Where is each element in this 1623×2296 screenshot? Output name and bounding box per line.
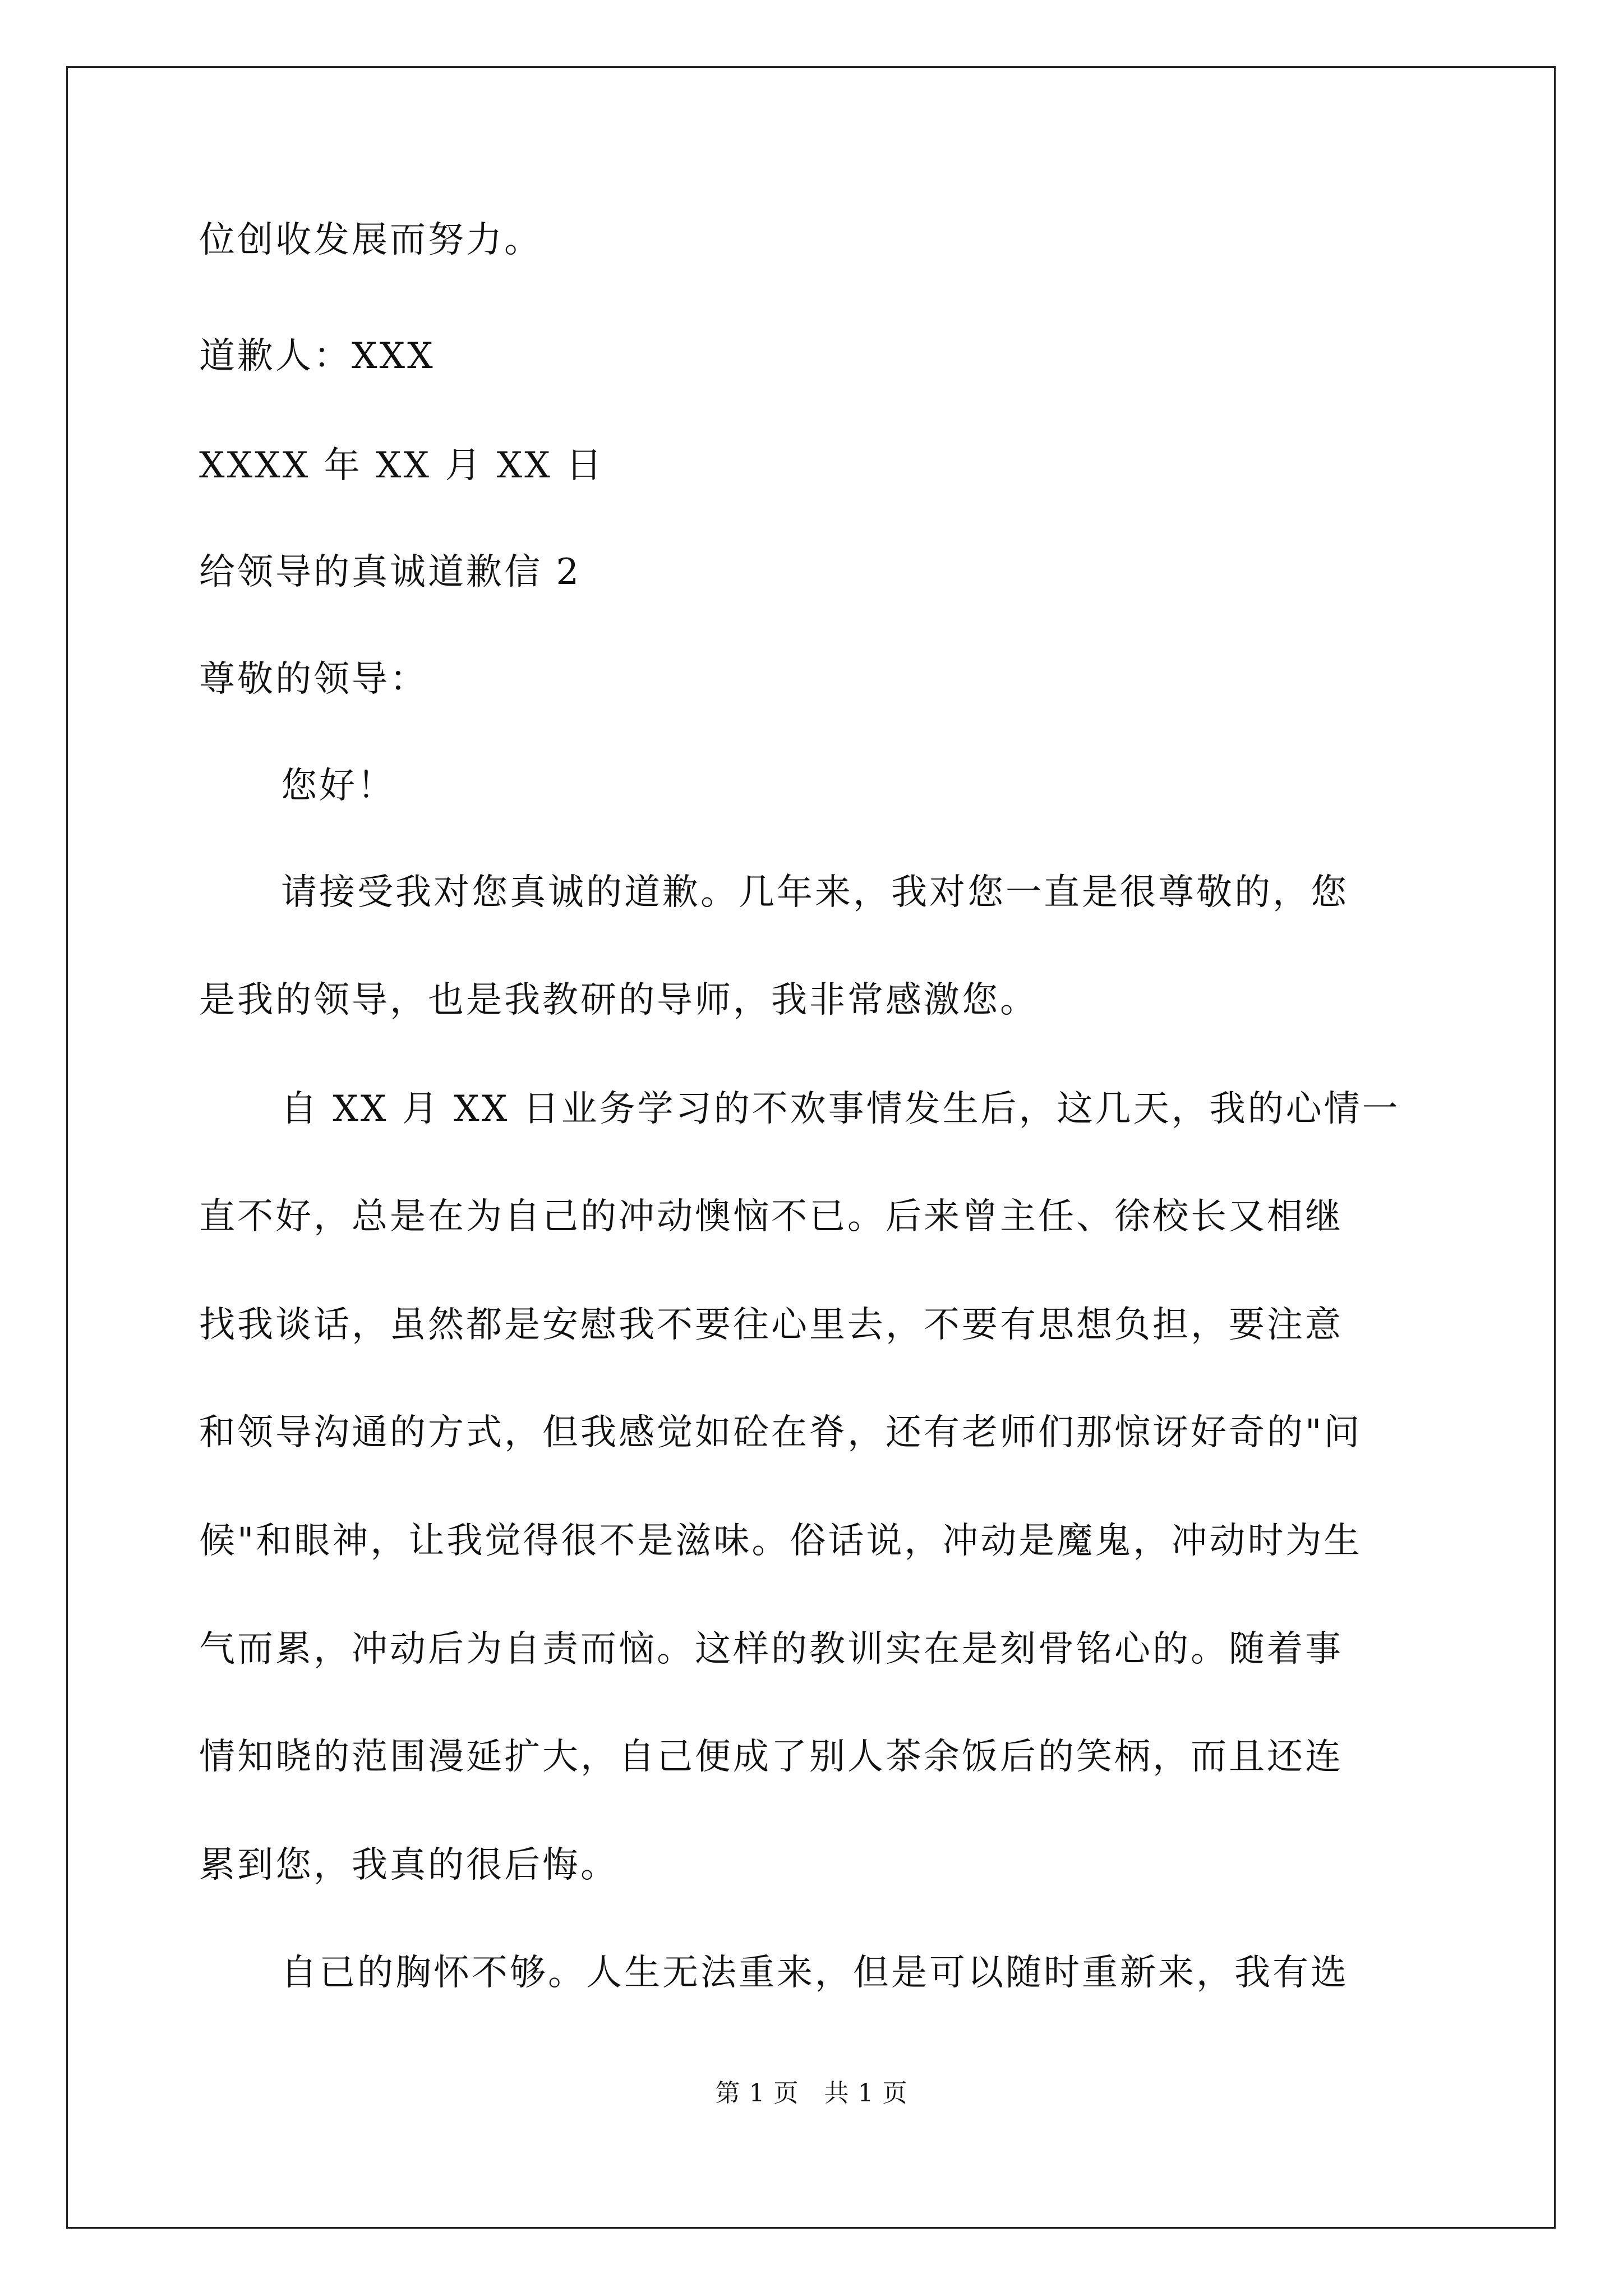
date-line: XXXX 年 XX 月 XX 日 [199, 445, 605, 486]
signature-line: 道歉人：XXX [199, 335, 435, 377]
text-line: 位创收发展而努力。 [199, 219, 542, 261]
text-line: 找我谈话，虽然都是安慰我不要往心里去，不要有思想负担，要注意 [199, 1304, 1343, 1346]
text-line: 自已的胸怀不够。人生无法重来，但是可以随时重新来，我有选 [281, 1952, 1349, 1994]
text-line: 请接受我对您真诚的道歉。几年来，我对您一直是很尊敬的，您 [281, 872, 1349, 913]
text-line: 是我的领导，也是我教研的导师，我非常感激您。 [199, 979, 1038, 1021]
text-line: 和领导沟通的方式，但我感觉如砼在脊，还有老师们那惊讶好奇的"问 [199, 1412, 1362, 1453]
greeting: 您好！ [281, 765, 395, 807]
salutation: 尊敬的领导： [199, 659, 428, 700]
text-line: 候"和眼神，让我觉得很不是滋味。俗话说，冲动是魔鬼，冲动时为生 [199, 1520, 1362, 1562]
text-line: 累到您，我真的很后悔。 [199, 1844, 619, 1886]
text-line: 气而累，冲动后为自责而恼。这样的教训实在是刻骨铭心的。随着事 [199, 1628, 1343, 1670]
page-border [66, 66, 1556, 2229]
text-line: 直不好，总是在为自己的冲动懊恼不已。后来曾主任、徐校长又相继 [199, 1196, 1343, 1237]
letter-title: 给领导的真诚道歉信 2 [199, 551, 582, 593]
text-line: 情知晓的范围漫延扩大，自己便成了别人茶余饭后的笑柄，而且还连 [199, 1736, 1343, 1778]
page-footer: 第 1 页 共 1 页 [715, 2079, 908, 2108]
text-line: 自 XX 月 XX 日业务学习的不欢事情发生后，这几天，我的心情一 [281, 1088, 1400, 1130]
